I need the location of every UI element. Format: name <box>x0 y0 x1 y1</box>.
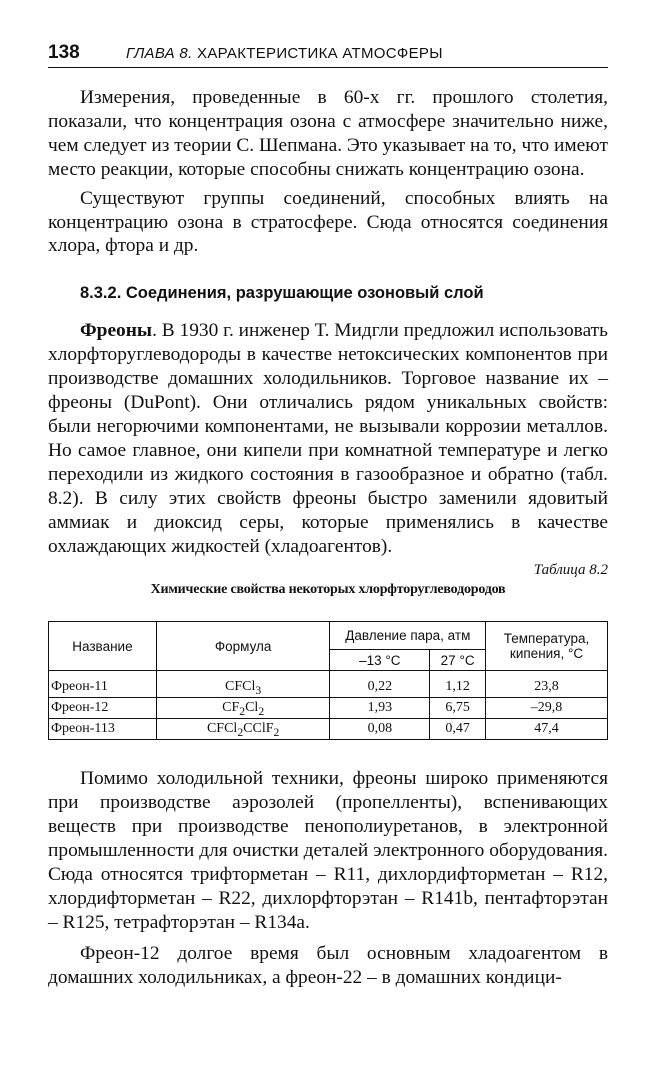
chapter-label: ГЛАВА 8. <box>126 45 193 62</box>
header-name: Название <box>49 622 157 671</box>
freons-text: . В 1930 г. инженер Т. Мидгли предложил использовать хлорфторуглеводороды в качестве нетоксических компонентов при производстве домашних холодильников. Торговое название их – фреоны (DuPont). Они отличались рядом уникальных свойств: были негорючими компонентами, не вызывали коррозии металлов. Но самое главное, они кипели при комнатной температуре и легко переходили из жидкого состояния в газообразное и обратно (табл. 8.2). В силу этих свойств фреоны быстро заменили ядовитый аммиак и диоксид серы, которые применялись в качестве охлаждающих жидкостей (хладоагентов). <box>48 320 608 557</box>
header-pressure: Давление пара, атм <box>330 622 486 650</box>
header-boiling: Температура, кипения, °С <box>486 622 608 671</box>
row-pressure-minus13: 0,22 <box>330 671 430 698</box>
table-row <box>49 719 608 740</box>
header-pressure-minus13: –13 °С <box>330 650 430 671</box>
running-header <box>48 42 608 68</box>
row-pressure-27: 0,47 <box>430 719 486 740</box>
row-boiling: 23,8 <box>486 671 608 698</box>
row-formula: CFCl$_2$CClF$_2$ <box>156 719 330 740</box>
paragraph-applications: Помимо холодильной техники, фреоны широко применяются при производстве аэрозолей (пропелленты), вспенивающих веществ при производстве пенополиуретанов, в электронной промышленности для очистки деталей электронного оборудования. Сюда относятся трифторметан – R11, дихлордифторметан – R12, хлордифторметан – R22, дихлорфторэтан – R141b, пентафторэтан – R125, тетрафторэтан – R134a. <box>48 768 608 933</box>
book-page <box>48 42 608 990</box>
section-title: 8.3.2. Соединения, разрушающие озоновый слой <box>80 284 484 303</box>
paragraph-freon-12: Фреон-12 долгое время был основным хладоагентом в домашних холодильниках, а фреон-22 – в домашних кондици- <box>48 942 608 988</box>
running-head <box>126 45 443 62</box>
chapter-title: ХАРАКТЕРИСТИКА АТМОСФЕРЫ <box>197 45 443 62</box>
row-boiling: 47,4 <box>486 719 608 740</box>
row-boiling: –29,8 <box>486 698 608 719</box>
freons-lead: Фреоны <box>80 320 153 342</box>
row-pressure-minus13: 0,08 <box>330 719 430 740</box>
header-formula: Формула <box>156 622 330 671</box>
table-label: Таблица 8.2 <box>533 562 608 579</box>
row-pressure-27: 1,12 <box>430 671 486 698</box>
properties-table <box>48 621 608 740</box>
paragraph-freons <box>48 319 608 558</box>
table-row <box>49 671 608 698</box>
row-formula: $CF_2Cl_2$ <box>156 698 330 719</box>
row-pressure-27: 6,75 <box>430 698 486 719</box>
page-number: 138 <box>48 42 80 63</box>
row-pressure-minus13: 1,93 <box>330 698 430 719</box>
row-name: Фреон-11 <box>49 671 157 698</box>
paragraph-compound-groups: Существуют группы соединений, способных влиять на концентрацию озона в стратосфере. Сюда относятся соединения хлора, фтора и др. <box>48 187 608 257</box>
paragraph-ozone-measurements: Измерения, проведенные в 60-х гг. прошлого столетия, показали, что концентрация озона с атмосфере значительно ниже, чем следует из теории С. Шепмана. Это указывает на то, что имеют место реакции, которые способны снижать концентрацию озона. <box>48 87 608 180</box>
header-pressure-27: 27 °С <box>430 650 486 671</box>
row-name: Фреон-12 <box>49 698 157 719</box>
table-title: Химические свойства некоторых хлорфторуглеводородов <box>150 582 506 598</box>
row-name: Фреон-113 <box>49 719 157 740</box>
table-row <box>49 698 608 719</box>
row-formula: CFCl$_3$ <box>156 671 330 698</box>
